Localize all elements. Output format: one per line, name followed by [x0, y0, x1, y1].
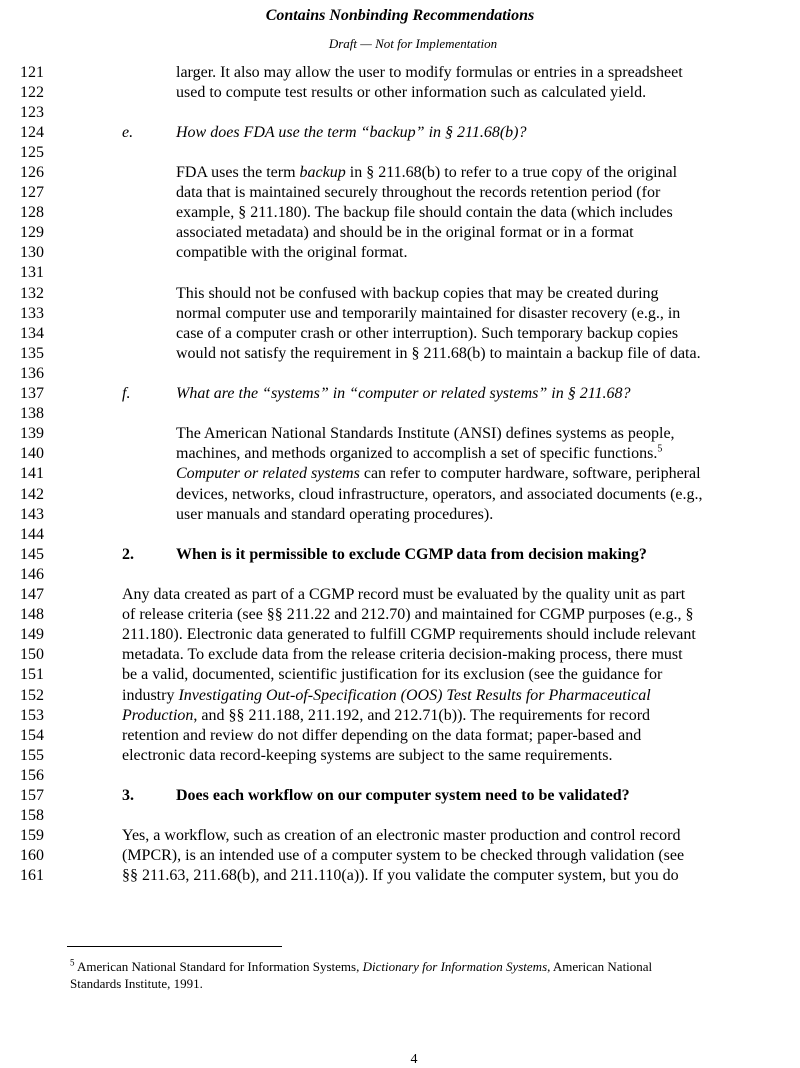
- line-number: 122: [20, 84, 44, 101]
- line-number: 153: [20, 707, 44, 724]
- line-number: 146: [20, 566, 44, 583]
- line-number: 127: [20, 184, 44, 201]
- body-text: 211.180). Electronic data generated to fulfill CGMP requirements should include relevant: [122, 626, 696, 643]
- line-number: 158: [20, 807, 44, 824]
- line-number: 140: [20, 445, 44, 462]
- line-number: 144: [20, 526, 44, 543]
- line-number: 128: [20, 204, 44, 221]
- line-number: 145: [20, 546, 44, 563]
- line-number: 161: [20, 867, 44, 884]
- body-text: Any data created as part of a CGMP record must be evaluated by the quality unit as part: [122, 586, 686, 603]
- question-label: e.: [122, 124, 134, 141]
- italic-term: Computer or related systems: [176, 465, 360, 482]
- line-number: 141: [20, 465, 44, 482]
- body-text: associated metadata) and should be in the original format or in a format: [176, 224, 634, 241]
- body-text: data that is maintained securely throughout the records retention period (for: [176, 184, 661, 201]
- line-number: 147: [20, 586, 44, 603]
- body-text: case of a computer crash or other interruption). Such temporary backup copies: [176, 325, 679, 342]
- line-number: 126: [20, 164, 44, 181]
- line-number: 151: [20, 666, 44, 683]
- body-text: devices, networks, cloud infrastructure, operators, and associated documents (e.g.,: [176, 486, 703, 503]
- line-number: 156: [20, 767, 44, 784]
- body-text: (MPCR), is an intended use of a computer system to be checked through validation (see: [122, 847, 685, 864]
- question-heading: What are the “systems” in “computer or related systems” in § 211.68?: [176, 385, 631, 402]
- body-text: compatible with the original format.: [176, 244, 408, 261]
- body-text: Yes, a workflow, such as creation of an electronic master production and control record: [122, 827, 681, 844]
- line-number: 143: [20, 506, 44, 523]
- footnote-continuation: Standards Institute, 1991.: [70, 976, 203, 991]
- line-number: 123: [20, 104, 44, 121]
- line-number: 130: [20, 244, 44, 261]
- body-text: of release criteria (see §§ 211.22 and 212.70) and maintained for CGMP purposes (e.g., §: [122, 606, 694, 623]
- footnote: $^5$ American National Standard for Information Systems, Dictionary for Information Systems, American National: [70, 957, 653, 974]
- line-number: 136: [20, 365, 44, 382]
- body-text: user manuals and standard operating procedures).: [176, 506, 494, 523]
- question-heading: How does FDA use the term “backup” in § 211.68(b)?: [176, 124, 527, 141]
- line-number: 138: [20, 405, 44, 422]
- line-number: 157: [20, 787, 44, 804]
- line-number: 133: [20, 305, 44, 322]
- body-text: This should not be confused with backup copies that may be created during: [176, 285, 659, 302]
- line-number: 150: [20, 646, 44, 663]
- line-number: 142: [20, 486, 44, 503]
- line-number: 137: [20, 385, 44, 402]
- italic-term: backup: [299, 164, 346, 181]
- line-number: 139: [20, 425, 44, 442]
- body-text: electronic data record-keeping systems are subject to the same requirements.: [122, 747, 613, 764]
- question-number: 3.: [122, 787, 134, 804]
- body-text: §§ 211.63, 211.68(b), and 211.110(a)). If you validate the computer system, but you do: [122, 867, 679, 884]
- footnote-source-title: Dictionary for Information Systems: [362, 959, 548, 974]
- line-number: 154: [20, 727, 44, 744]
- footnote-divider: [67, 946, 282, 947]
- line-number: 148: [20, 606, 44, 623]
- body-text: normal computer use and temporarily maintained for disaster recovery (e.g., in: [176, 305, 681, 322]
- line-number: 132: [20, 285, 44, 302]
- body-text: retention and review do not differ depending on the data format; paper-based and: [122, 727, 642, 744]
- line-number: 152: [20, 687, 44, 704]
- body-text: be a valid, documented, scientific justification for its exclusion (see the guidance for: [122, 666, 663, 683]
- line-number: 124: [20, 124, 44, 141]
- question-label: f.: [122, 385, 131, 402]
- line-number: 159: [20, 827, 44, 844]
- line-number: 129: [20, 224, 44, 241]
- question-heading: When is it permissible to exclude CGMP data from decision making?: [176, 546, 647, 563]
- line-number: 155: [20, 747, 44, 764]
- body-text: metadata. To exclude data from the release criteria decision-making process, there must: [122, 646, 683, 663]
- body-text: machines, and methods organized to accomplish a set of specific functions.$^5$: [176, 443, 663, 462]
- question-number: 2.: [122, 546, 134, 563]
- line-number: 125: [20, 144, 44, 161]
- page-number: 4: [410, 1052, 418, 1067]
- line-number: 134: [20, 325, 44, 342]
- body-text: Production, and §§ 211.188, 211.192, and 212.71(b)). The requirements for record: [122, 707, 651, 724]
- body-text: industry Investigating Out-of-Specification (OOS) Test Results for Pharmaceutical: [122, 687, 651, 704]
- body-text: would not satisfy the requirement in § 211.68(b) to maintain a backup file of data.: [176, 345, 701, 362]
- page-header-title: Contains Nonbinding Recommendations: [265, 7, 535, 24]
- body-text: used to compute test results or other information such as calculated yield.: [176, 84, 647, 101]
- footnote-reference[interactable]: 5: [657, 443, 663, 455]
- footnote-number: 5: [70, 957, 75, 968]
- line-number: 131: [20, 264, 44, 281]
- body-text: larger. It also may allow the user to modify formulas or entries in a spreadsheet: [176, 64, 683, 81]
- line-number: 135: [20, 345, 44, 362]
- guidance-title: Investigating Out-of-Specification (OOS) Test Results for Pharmaceutical: [178, 687, 651, 704]
- question-heading: Does each workflow on our computer system need to be validated?: [176, 787, 630, 804]
- body-text: The American National Standards Institute (ANSI) defines systems as people,: [176, 425, 675, 442]
- body-text: example, § 211.180). The backup file should contain the data (which includes: [176, 204, 673, 221]
- line-number: 121: [20, 64, 44, 81]
- body-text: FDA uses the term backup in § 211.68(b) to refer to a true copy of the original: [176, 164, 678, 181]
- guidance-title: Production: [122, 707, 194, 724]
- page-header-subtitle: Draft — Not for Implementation: [328, 36, 498, 51]
- line-number: 149: [20, 626, 44, 643]
- line-number: 160: [20, 847, 44, 864]
- body-text: Computer or related systems can refer to computer hardware, software, peripheral: [176, 465, 701, 482]
